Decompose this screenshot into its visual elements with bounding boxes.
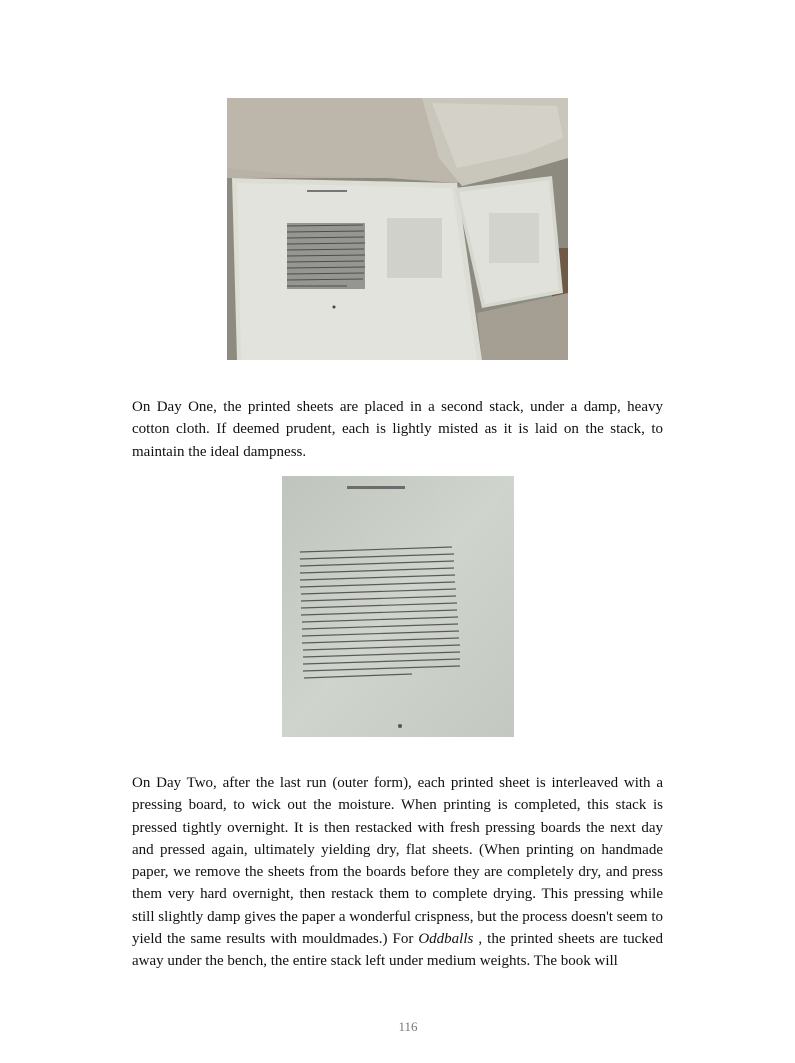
paragraph-day-two-text-b: , the printed sheets are tucked away under the bench, the entire stack left under medium weights. The book will [132, 931, 663, 970]
paragraph-day-two-text-a: On Day Two, after the last run (outer form), each printed sheet is interleaved with a pressing board, to wick out the moisture. When printing is completed, this stack is pressed tightly overnight. It is then restacked with fresh pressing boards the next day and pressed again, ultimately yielding dry, flat sheets. (When printing on handmade paper, we remove the sheets from the boards before they are completely dry, and press them very hard overnight, then restack them to complete drying. This pressing while still slightly damp gives the paper a wonderful crispness, but the process doesn't seem to yield the same results with mouldmades.) For [132, 775, 663, 948]
photo-sheets-under-damp-cloth [227, 98, 568, 360]
paragraph-day-two [132, 772, 663, 973]
book-title-oddballs: Oddballs [418, 931, 474, 948]
paragraph-day-one: On Day One, the printed sheets are placed in a second stack, under a damp, heavy cotton cloth. If deemed prudent, each is lightly misted as it is laid on the stack, to maintain the ideal dampness. [132, 399, 663, 460]
page-number: 116 [398, 1019, 418, 1034]
photo-printed-sheet [282, 476, 514, 737]
